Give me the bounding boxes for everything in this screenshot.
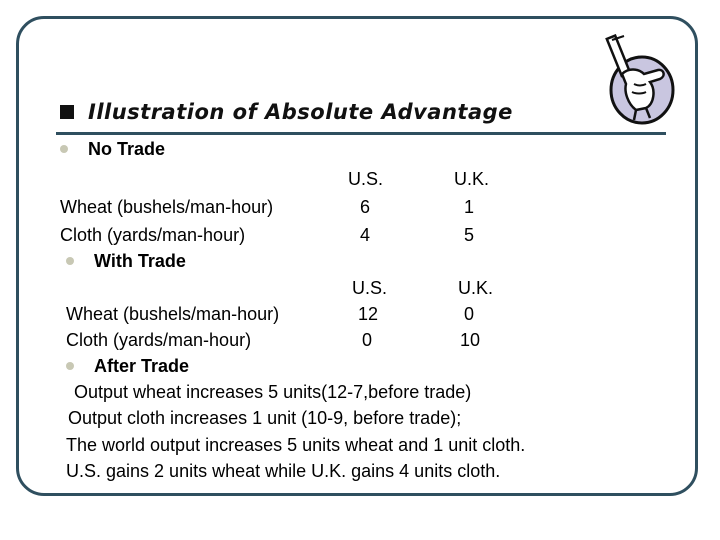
square-bullet-icon <box>60 105 74 119</box>
after-trade-line: Output cloth increases 1 unit (10-9, before trade); <box>68 408 462 428</box>
bullet-icon <box>60 145 68 153</box>
with-trade-col-us: U.S. <box>352 278 388 298</box>
title-row <box>60 100 513 124</box>
with-trade-heading: With Trade <box>94 251 186 271</box>
no-trade-wheat-us: 6 <box>360 197 371 217</box>
with-trade-cloth-us: 0 <box>362 330 373 350</box>
with-trade-wheat-us: 12 <box>358 304 379 324</box>
after-trade-line: Output wheat increases 5 units(12-7,before trade) <box>74 382 472 402</box>
no-trade-col-uk: U.K. <box>454 169 490 189</box>
with-trade-wheat-label: Wheat (bushels/man-hour) <box>66 304 280 324</box>
after-trade-line: U.S. gains 2 units wheat while U.K. gains 4 units cloth. <box>66 461 501 481</box>
with-trade-col-uk: U.K. <box>458 278 494 298</box>
bullet-icon <box>66 257 74 265</box>
no-trade-heading: No Trade <box>88 139 166 159</box>
title-divider <box>56 132 666 135</box>
no-trade-cloth-us: 4 <box>360 225 371 245</box>
after-trade-heading: After Trade <box>94 356 190 376</box>
after-trade-line: The world output increases 5 units wheat and 1 unit cloth. <box>66 435 526 455</box>
slide-title: Illustration of Absolute Advantage <box>88 100 513 124</box>
hand-clipart-icon <box>604 34 676 126</box>
no-trade-cloth-label: Cloth (yards/man-hour) <box>60 225 246 245</box>
with-trade-cloth-label: Cloth (yards/man-hour) <box>66 330 252 350</box>
no-trade-wheat-uk: 1 <box>464 197 475 217</box>
no-trade-col-us: U.S. <box>348 169 384 189</box>
with-trade-wheat-uk: 0 <box>464 304 475 324</box>
bullet-icon <box>66 362 74 370</box>
no-trade-cloth-uk: 5 <box>464 225 475 245</box>
with-trade-cloth-uk: 10 <box>460 330 481 350</box>
no-trade-wheat-label: Wheat (bushels/man-hour) <box>60 197 274 217</box>
